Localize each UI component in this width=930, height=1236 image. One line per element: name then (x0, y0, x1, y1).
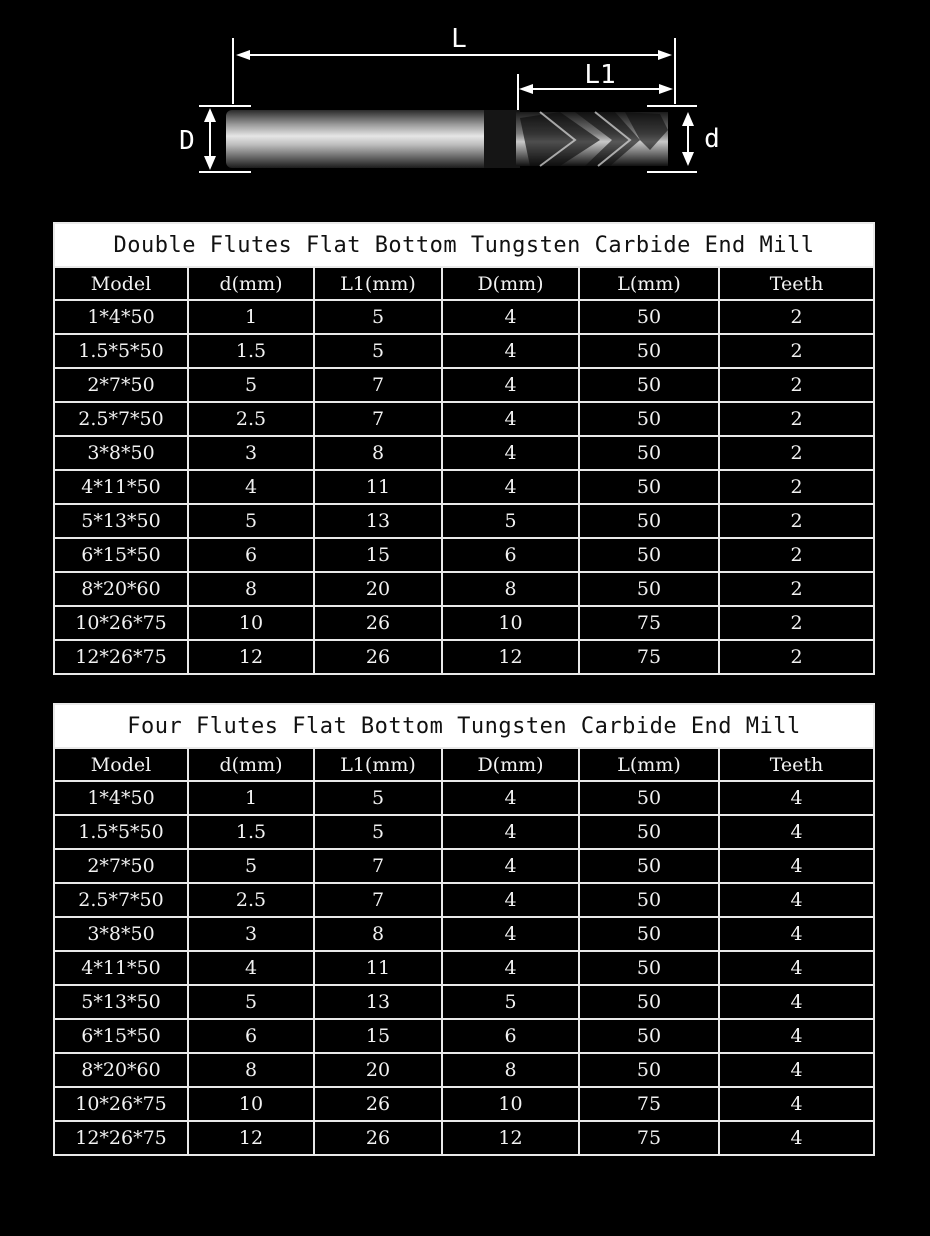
d-cell: 10 (188, 1087, 314, 1121)
length-cell: 50 (579, 334, 719, 368)
table-row (54, 1121, 874, 1155)
shank-d-cell: 8 (442, 1053, 579, 1087)
table-row (54, 883, 874, 917)
length-cell: 50 (579, 883, 719, 917)
d-cell: 5 (188, 368, 314, 402)
shank-d-cell: 12 (442, 1121, 579, 1155)
d-cell: 10 (188, 606, 314, 640)
l1-cell: 5 (314, 300, 442, 334)
l1-cell: 5 (314, 334, 442, 368)
tool-flutes (516, 112, 668, 166)
label-L1: L1 (584, 60, 616, 90)
shank-d-cell: 4 (442, 300, 579, 334)
table-row (54, 951, 874, 985)
length-cell: 50 (579, 572, 719, 606)
teeth-cell: 4 (719, 781, 874, 815)
d-cell: 12 (188, 640, 314, 674)
table-row (54, 300, 874, 334)
length-cell: 50 (579, 781, 719, 815)
teeth-cell: 2 (719, 606, 874, 640)
l1-cell: 7 (314, 368, 442, 402)
table-row (54, 436, 874, 470)
table-row (54, 572, 874, 606)
column-header: Model (54, 748, 188, 781)
d-cell: 2.5 (188, 402, 314, 436)
model-cell: 5*13*50 (54, 985, 188, 1019)
model-cell: 4*11*50 (54, 470, 188, 504)
column-header: L1(mm) (314, 267, 442, 300)
table-row (54, 538, 874, 572)
l1-cell: 5 (314, 781, 442, 815)
table-row (54, 402, 874, 436)
shank-d-cell: 12 (442, 640, 579, 674)
model-cell: 2*7*50 (54, 368, 188, 402)
shank-d-cell: 4 (442, 334, 579, 368)
teeth-cell: 4 (719, 951, 874, 985)
l1-cell: 7 (314, 402, 442, 436)
table-row (54, 504, 874, 538)
d-cell: 1.5 (188, 334, 314, 368)
model-cell: 2*7*50 (54, 849, 188, 883)
teeth-cell: 4 (719, 1087, 874, 1121)
length-cell: 75 (579, 606, 719, 640)
model-cell: 12*26*75 (54, 1121, 188, 1155)
model-cell: 1*4*50 (54, 300, 188, 334)
length-cell: 50 (579, 300, 719, 334)
l1-cell: 7 (314, 849, 442, 883)
table-row (54, 815, 874, 849)
teeth-cell: 4 (719, 883, 874, 917)
model-cell: 10*26*75 (54, 1087, 188, 1121)
length-cell: 50 (579, 504, 719, 538)
l1-cell: 13 (314, 985, 442, 1019)
column-header: L1(mm) (314, 748, 442, 781)
model-cell: 8*20*60 (54, 1053, 188, 1087)
d-cell: 5 (188, 985, 314, 1019)
shank-d-cell: 6 (442, 1019, 579, 1053)
table-row (54, 781, 874, 815)
column-header: D(mm) (442, 267, 579, 300)
shank-d-cell: 4 (442, 917, 579, 951)
l1-cell: 26 (314, 1121, 442, 1155)
table-row (54, 849, 874, 883)
column-header: Teeth (719, 267, 874, 300)
d-cell: 1 (188, 781, 314, 815)
length-cell: 50 (579, 470, 719, 504)
l1-cell: 20 (314, 1053, 442, 1087)
model-cell: 6*15*50 (54, 538, 188, 572)
column-header: D(mm) (442, 748, 579, 781)
model-cell: 3*8*50 (54, 436, 188, 470)
teeth-cell: 4 (719, 917, 874, 951)
l1-cell: 8 (314, 436, 442, 470)
column-header: d(mm) (188, 748, 314, 781)
d-cell: 3 (188, 436, 314, 470)
table-row (54, 1053, 874, 1087)
shank-d-cell: 5 (442, 985, 579, 1019)
teeth-cell: 2 (719, 334, 874, 368)
model-cell: 8*20*60 (54, 572, 188, 606)
l1-cell: 7 (314, 883, 442, 917)
teeth-cell: 2 (719, 402, 874, 436)
table-title: Four Flutes Flat Bottom Tungsten Carbide End Mill (54, 704, 874, 748)
length-cell: 50 (579, 1019, 719, 1053)
label-D: D (179, 126, 195, 156)
shank-d-cell: 5 (442, 504, 579, 538)
teeth-cell: 4 (719, 849, 874, 883)
column-header: L(mm) (579, 267, 719, 300)
length-cell: 50 (579, 1053, 719, 1087)
l1-cell: 26 (314, 640, 442, 674)
model-cell: 1*4*50 (54, 781, 188, 815)
length-cell: 50 (579, 849, 719, 883)
spec-table-four-flutes (53, 703, 875, 1156)
d-cell: 6 (188, 538, 314, 572)
column-header: Teeth (719, 748, 874, 781)
teeth-cell: 2 (719, 368, 874, 402)
table-row (54, 917, 874, 951)
dimension-arrow-D (204, 108, 216, 170)
shank-d-cell: 4 (442, 883, 579, 917)
table-row (54, 606, 874, 640)
shank-d-cell: 4 (442, 849, 579, 883)
teeth-cell: 4 (719, 1121, 874, 1155)
shank-d-cell: 4 (442, 781, 579, 815)
shank-d-cell: 8 (442, 572, 579, 606)
length-cell: 75 (579, 1087, 719, 1121)
teeth-cell: 4 (719, 985, 874, 1019)
l1-cell: 5 (314, 815, 442, 849)
teeth-cell: 4 (719, 1053, 874, 1087)
length-cell: 50 (579, 815, 719, 849)
end-mill-diagram (0, 0, 930, 220)
model-cell: 6*15*50 (54, 1019, 188, 1053)
length-cell: 75 (579, 640, 719, 674)
label-L: L (451, 24, 467, 54)
d-cell: 8 (188, 572, 314, 606)
teeth-cell: 2 (719, 572, 874, 606)
d-cell: 1 (188, 300, 314, 334)
model-cell: 4*11*50 (54, 951, 188, 985)
teeth-cell: 4 (719, 815, 874, 849)
shank-d-cell: 10 (442, 606, 579, 640)
l1-cell: 15 (314, 538, 442, 572)
d-cell: 4 (188, 951, 314, 985)
d-cell: 8 (188, 1053, 314, 1087)
shank-d-cell: 4 (442, 951, 579, 985)
d-cell: 1.5 (188, 815, 314, 849)
model-cell: 5*13*50 (54, 504, 188, 538)
teeth-cell: 4 (719, 1019, 874, 1053)
length-cell: 75 (579, 1121, 719, 1155)
length-cell: 50 (579, 368, 719, 402)
length-cell: 50 (579, 538, 719, 572)
d-cell: 5 (188, 849, 314, 883)
l1-cell: 13 (314, 504, 442, 538)
table-row (54, 368, 874, 402)
table-row (54, 1087, 874, 1121)
table-row (54, 985, 874, 1019)
table-row (54, 640, 874, 674)
table-row (54, 334, 874, 368)
shank-d-cell: 6 (442, 538, 579, 572)
l1-cell: 11 (314, 951, 442, 985)
shank-d-cell: 4 (442, 436, 579, 470)
teeth-cell: 2 (719, 640, 874, 674)
model-cell: 1.5*5*50 (54, 334, 188, 368)
table-title: Double Flutes Flat Bottom Tungsten Carbide End Mill (54, 223, 874, 267)
d-cell: 5 (188, 504, 314, 538)
d-cell: 6 (188, 1019, 314, 1053)
length-cell: 50 (579, 951, 719, 985)
shank-d-cell: 4 (442, 815, 579, 849)
model-cell: 2.5*7*50 (54, 883, 188, 917)
model-cell: 1.5*5*50 (54, 815, 188, 849)
teeth-cell: 2 (719, 470, 874, 504)
table-row (54, 1019, 874, 1053)
d-cell: 3 (188, 917, 314, 951)
shank-d-cell: 4 (442, 368, 579, 402)
model-cell: 2.5*7*50 (54, 402, 188, 436)
l1-cell: 26 (314, 1087, 442, 1121)
length-cell: 50 (579, 402, 719, 436)
length-cell: 50 (579, 917, 719, 951)
length-cell: 50 (579, 985, 719, 1019)
shank-d-cell: 4 (442, 470, 579, 504)
teeth-cell: 2 (719, 504, 874, 538)
column-header: L(mm) (579, 748, 719, 781)
column-header: Model (54, 267, 188, 300)
d-cell: 12 (188, 1121, 314, 1155)
length-cell: 50 (579, 436, 719, 470)
d-cell: 4 (188, 470, 314, 504)
teeth-cell: 2 (719, 436, 874, 470)
column-header: d(mm) (188, 267, 314, 300)
tool-shank (226, 110, 496, 168)
model-cell: 3*8*50 (54, 917, 188, 951)
l1-cell: 11 (314, 470, 442, 504)
l1-cell: 8 (314, 917, 442, 951)
shank-d-cell: 4 (442, 402, 579, 436)
d-cell: 2.5 (188, 883, 314, 917)
column-header-row (54, 267, 874, 300)
teeth-cell: 2 (719, 300, 874, 334)
l1-cell: 20 (314, 572, 442, 606)
teeth-cell: 2 (719, 538, 874, 572)
l1-cell: 26 (314, 606, 442, 640)
label-d: d (704, 124, 720, 154)
dimension-arrow-d (682, 112, 694, 166)
l1-cell: 15 (314, 1019, 442, 1053)
column-header-row (54, 748, 874, 781)
table-row (54, 470, 874, 504)
shank-d-cell: 10 (442, 1087, 579, 1121)
model-cell: 10*26*75 (54, 606, 188, 640)
model-cell: 12*26*75 (54, 640, 188, 674)
spec-table-double-flutes (53, 222, 875, 675)
